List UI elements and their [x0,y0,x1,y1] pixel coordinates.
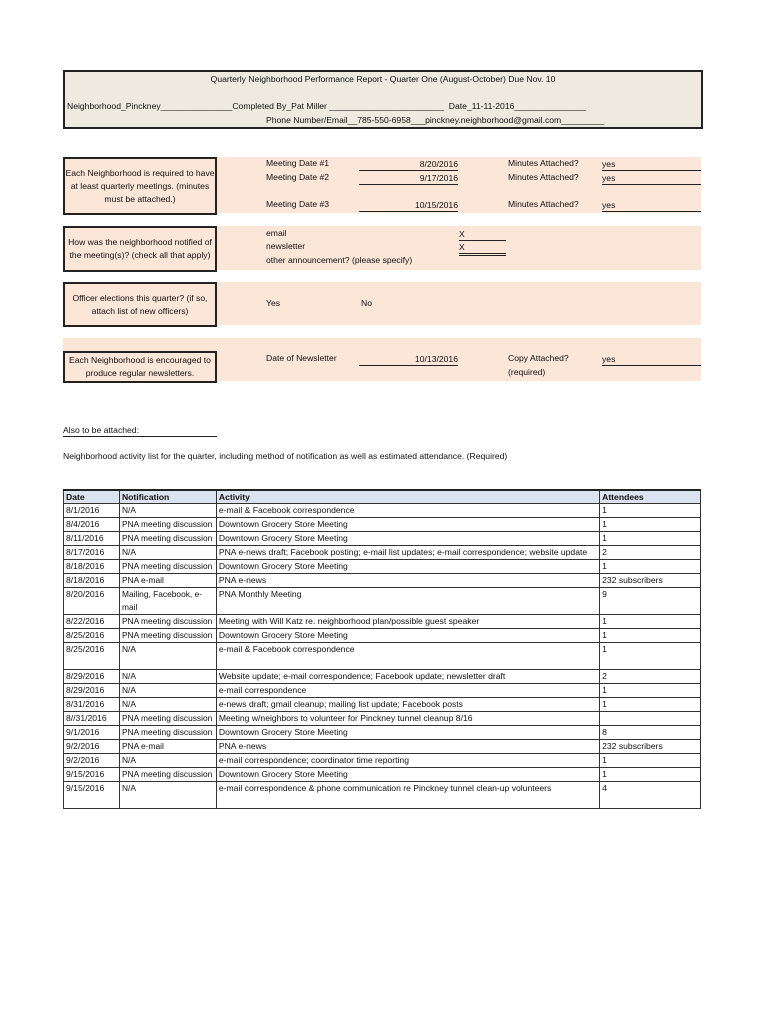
cell-activity: Downtown Grocery Store Meeting [216,560,599,574]
notify-email-label: email [266,228,287,238]
cell-notification: N/A [119,670,216,684]
table-row [64,754,701,768]
cell-activity: e-mail & Facebook correspondence [216,504,599,518]
cell-date: 8/20/2016 [64,588,120,615]
table-row [64,782,701,809]
cell-attendees: 1 [600,615,701,629]
minutes-attached-1-label: Minutes Attached? [508,158,579,168]
table-row [64,643,701,670]
table-row [64,574,701,588]
cell-date: 8/25/2016 [64,629,120,643]
notify-email-check[interactable]: X [459,228,506,241]
table-row [64,546,701,560]
cell-activity: Downtown Grocery Store Meeting [216,629,599,643]
newsletter-encouragement-box: Each Neighborhood is encouraged to produce regular newsletters. [63,351,217,383]
cell-date: 8/29/2016 [64,670,120,684]
cell-attendees: 8 [600,726,701,740]
cell-attendees: 1 [600,684,701,698]
cell-date: 9/15/2016 [64,782,120,809]
copy-required-label: (required) [508,367,546,377]
elections-question-box: Officer elections this quarter? (if so, attach list of new officers) [63,282,217,327]
cell-notification: PNA meeting discussion [119,726,216,740]
activity-list-note: Neighborhood activity list for the quarter, including method of notification as well as estimated attendance. (Required) [63,451,508,461]
cell-notification: PNA meeting discussion [119,532,216,546]
cell-attendees: 1 [600,504,701,518]
cell-notification: PNA meeting discussion [119,768,216,782]
notify-other-label: other announcement? (please specify) [266,255,413,265]
table-row [64,698,701,712]
meeting-date-3-label: Meeting Date #3 [266,199,330,209]
column-header-date: Date [64,490,120,504]
cell-notification: PNA meeting discussion [119,560,216,574]
cell-date: 9/2/2016 [64,754,120,768]
cell-attendees: 1 [600,532,701,546]
cell-activity: e-mail correspondence [216,684,599,698]
report-title: Quarterly Neighborhood Performance Report - Quarter One (August-October) Due Nov. 10 [63,70,703,88]
cell-notification: N/A [119,782,216,809]
cell-attendees: 2 [600,670,701,684]
cell-attendees [600,712,701,726]
cell-activity: Meeting w/neighbors to volunteer for Pinckney tunnel cleanup 8/16 [216,712,599,726]
meetings-requirement-box: Each Neighborhood is required to have at least quarterly meetings. (minutes must be attached.) [63,157,217,215]
cell-attendees: 1 [600,518,701,532]
cell-activity: e-mail & Facebook correspondence [216,643,599,670]
cell-notification: Mailing, Facebook, e-mail [119,588,216,615]
table-row [64,768,701,782]
cell-activity: Downtown Grocery Store Meeting [216,518,599,532]
cell-attendees: 1 [600,629,701,643]
cell-activity: PNA Monthly Meeting [216,588,599,615]
table-row [64,726,701,740]
cell-date: 8//31/2016 [64,712,120,726]
neighborhood-line: Neighborhood_Pinckney_______________Completed By_Pat Miller ________________________ Date_11-11-2016_______________ [67,101,587,111]
table-row [64,518,701,532]
cell-notification: N/A [119,698,216,712]
meeting-date-1-value[interactable]: 8/20/2016 [359,158,458,171]
cell-activity: PNA e-news [216,574,599,588]
table-row [64,712,701,726]
cell-attendees: 232 subscribers [600,574,701,588]
column-header-activity: Activity [216,490,599,504]
cell-date: 9/1/2016 [64,726,120,740]
cell-notification: PNA e-mail [119,740,216,754]
minutes-attached-1-value[interactable]: yes [602,158,701,171]
cell-activity: PNA e-news [216,740,599,754]
cell-date: 8/22/2016 [64,615,120,629]
minutes-attached-3-label: Minutes Attached? [508,199,579,209]
table-row [64,684,701,698]
cell-activity: Meeting with Will Katz re. neighborhood plan/possible guest speaker [216,615,599,629]
cell-attendees: 9 [600,588,701,615]
cell-attendees: 1 [600,698,701,712]
cell-date: 8/29/2016 [64,684,120,698]
cell-activity: PNA e-news draft; Facebook posting; e-mail list updates; e-mail correspondence; website update [216,546,599,560]
cell-notification: PNA e-mail [119,574,216,588]
cell-attendees: 4 [600,782,701,809]
cell-date: 8/1/2016 [64,504,120,518]
cell-notification: PNA meeting discussion [119,629,216,643]
table-row [64,629,701,643]
elections-no-label[interactable]: No [361,298,372,308]
elections-yes-label[interactable]: Yes [266,298,281,308]
cell-date: 8/31/2016 [64,698,120,712]
table-row [64,740,701,754]
cell-activity: Downtown Grocery Store Meeting [216,532,599,546]
minutes-attached-2-value[interactable]: yes [602,172,701,185]
column-header-attendees: Attendees [600,490,701,504]
cell-notification: N/A [119,754,216,768]
cell-date: 9/15/2016 [64,768,120,782]
cell-date: 8/17/2016 [64,546,120,560]
cell-attendees: 2 [600,546,701,560]
report-info [63,86,703,129]
cell-attendees: 1 [600,768,701,782]
cell-notification: N/A [119,504,216,518]
meeting-date-1-label: Meeting Date #1 [266,158,330,168]
table-row [64,615,701,629]
activity-table [63,489,701,809]
cell-date: 8/18/2016 [64,560,120,574]
newsletter-date-value[interactable]: 10/13/2016 [359,353,458,366]
copy-attached-label: Copy Attached? [508,353,569,363]
minutes-attached-2-label: Minutes Attached? [508,172,579,182]
table-row [64,504,701,518]
cell-date: 8/18/2016 [64,574,120,588]
cell-attendees: 1 [600,560,701,574]
cell-notification: N/A [119,684,216,698]
cell-activity: e-news draft; gmail cleanup; mailing list update; Facebook posts [216,698,599,712]
cell-notification: PNA meeting discussion [119,518,216,532]
cell-attendees: 1 [600,643,701,670]
contact-line: Phone Number/Email__785-550-6958___pinckney.neighborhood@gmail.com_________ [266,115,605,125]
notify-other-check[interactable] [459,255,506,256]
newsletter-date-label: Date of Newsletter [266,353,337,363]
cell-activity: Downtown Grocery Store Meeting [216,726,599,740]
notify-newsletter-label: newsletter [266,241,306,251]
also-attached-heading: Also to be attached: [63,424,217,437]
table-row [64,560,701,574]
cell-date: 9/2/2016 [64,740,120,754]
cell-notification: N/A [119,546,216,560]
cell-activity: Downtown Grocery Store Meeting [216,768,599,782]
cell-activity: e-mail correspondence & phone communication re Pinckney tunnel clean-up volunteers [216,782,599,809]
notify-newsletter-check[interactable]: X [459,241,506,254]
column-header-notification: Notification [119,490,216,504]
minutes-attached-3-value[interactable]: yes [602,199,701,212]
cell-date: 8/25/2016 [64,643,120,670]
meeting-date-3-value[interactable]: 10/15/2016 [359,199,458,212]
cell-activity: Website update; e-mail correspondence; Facebook update; newsletter draft [216,670,599,684]
cell-attendees: 232 subscribers [600,740,701,754]
meeting-date-2-value[interactable]: 9/17/2016 [359,172,458,185]
table-row [64,532,701,546]
cell-notification: PNA meeting discussion [119,615,216,629]
cell-date: 8/4/2016 [64,518,120,532]
cell-date: 8/11/2016 [64,532,120,546]
table-row [64,588,701,615]
table-row [64,670,701,684]
cell-notification: PNA meeting discussion [119,712,216,726]
meeting-date-2-label: Meeting Date #2 [266,172,330,182]
notification-question-box: How was the neighborhood notified of the meeting(s)? (check all that apply) [63,226,217,272]
cell-attendees: 1 [600,754,701,768]
copy-attached-value[interactable]: yes [602,353,701,366]
table-header-row [64,490,701,504]
cell-activity: e-mail correspondence; coordinator time reporting [216,754,599,768]
cell-notification: N/A [119,643,216,670]
